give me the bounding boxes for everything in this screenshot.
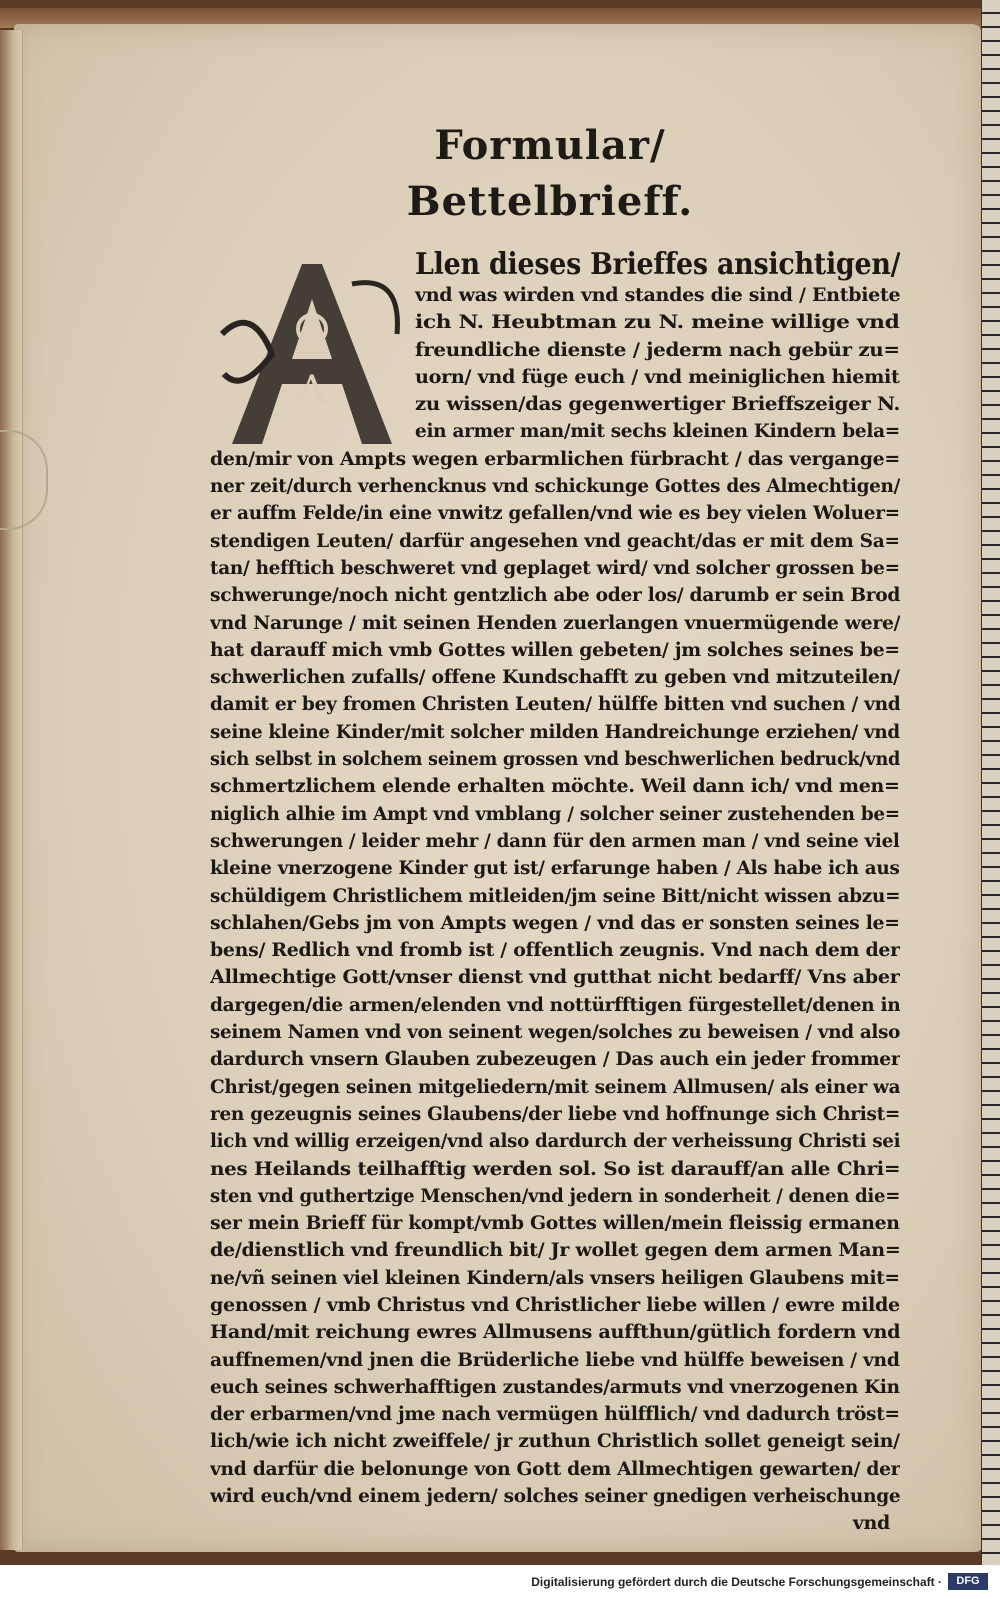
- text-line: wird euch/vnd einem jedern/ solches seiner gnedigen verheischunge: [210, 1485, 900, 1508]
- text-line: seinem Namen vnd von seinent wegen/solches zu beweisen / vnd also: [210, 1021, 900, 1044]
- text-line: kleine vnerzogene Kinder gut ist/ erfarunge haben / Als habe ich aus: [210, 857, 900, 880]
- title-block: [200, 118, 900, 230]
- text-line: sich selbst in solchem seinem grossen vnd beschwerlichen bedruck/vnd: [210, 748, 900, 771]
- initial-letter: A: [297, 368, 327, 414]
- text-line: stendigen Leuten/ darfür angesehen vnd geacht/das er mit dem Sa=: [210, 529, 900, 552]
- text-line: seine kleine Kinder/mit solcher milden Handreichunge erziehen/ vnd: [210, 720, 900, 743]
- left-page-fold: [0, 30, 23, 1550]
- text-line: ne/vñ seinen viel kleinen Kindern/als vnsers heiligen Glaubens mit=: [210, 1266, 900, 1289]
- text-line: lich vnd willig erzeigen/vnd also dardurch der verheissung Christi sei: [210, 1130, 900, 1153]
- text-line: Llen dieses Brieffes ansichtigen/: [415, 248, 900, 282]
- letter-body: [210, 248, 900, 1538]
- text-line: den/mir von Ampts wegen erbarmlichen fürbracht / das vergange=: [210, 447, 900, 470]
- text-line: bens/ Redlich vnd fromb ist / offentlich zeugnis. Vnd nach dem der: [210, 939, 900, 962]
- footer-credit: Digitalisierung gefördert durch die Deutsche Forschungsgemeinschaft ·: [531, 1575, 942, 1589]
- text-line: ner zeit/durch verhencknus vnd schickunge Gottes des Almechtigen/: [210, 475, 900, 498]
- text-line: dargegen/die armen/elenden vnd nottürfftigen fürgestellet/denen in: [210, 993, 900, 1016]
- text-line: schwerungen / leider mehr / dann für den armen man / vnd seine viel: [210, 829, 900, 852]
- text-line: freundliche dienste / jederm nach gebür zu=: [415, 338, 900, 361]
- text-line: vnd was wirden vnd standes die sind / Entbiete: [415, 284, 900, 306]
- text-line: schwerunge/noch nicht gentzlich abe oder los/ darumb er sein Brod: [210, 584, 900, 607]
- catchword: vnd: [852, 1512, 890, 1535]
- text-line: schlahen/Gebs jm von Ampts wegen / vnd das er sonsten seines le=: [210, 911, 900, 934]
- text-line: auffnemen/vnd jnen die Brüderliche liebe vnd hülffe beweisen / vnd: [210, 1348, 900, 1371]
- text-line: ser mein Brieff für kompt/vmb Gottes willen/mein fleissig ermanen: [210, 1212, 900, 1235]
- text-line: dardurch vnsern Glauben zubezeugen / Das auch ein jeder frommer: [210, 1048, 900, 1071]
- text-line: genossen / vmb Christus vnd Christlicher liebe willen / ewre milde: [210, 1293, 900, 1316]
- text-line: ich N. Heubtman zu N. meine willige vnd: [415, 311, 900, 334]
- text-line: niglich alhie im Ampt vnd vmblang / solcher seiner zustehenden be=: [210, 802, 900, 825]
- text-line: damit er bey fromen Christen Leuten/ hülffe bitten vnd suchen / vnd: [210, 693, 900, 716]
- text-line: Allmechtige Gott/vnser dienst vnd gutthat nicht bedarff/ Vns aber: [210, 966, 900, 989]
- text-line: tan/ hefftich beschweret vnd geplaget wird/ vnd solcher grossen be=: [210, 556, 900, 579]
- text-line: nes Heilands teilhafftig werden sol. So ist darauff/an alle Chri=: [210, 1157, 900, 1180]
- text-line: Christ/gegen seinen mitgeliedern/mit seinem Allmusen/ als einer wa: [210, 1075, 900, 1098]
- scan-ruler: [981, 0, 1000, 1565]
- footer-bar: [0, 1565, 1000, 1599]
- text-line: lich/wie ich nicht zweiffele/ jr zuthun Christlich sollet geneigt sein/: [210, 1430, 900, 1453]
- title-line-2: Bettelbrieff.: [406, 178, 694, 225]
- text-line: sten vnd guthertzige Menschen/vnd jedern in sonderheit / denen die=: [210, 1184, 900, 1207]
- text-line: schmertzlichem elende erhalten möchte. Weil dann ich/ vnd men=: [210, 775, 900, 798]
- text-line: ren gezeugnis seines Glaubens/der liebe vnd hoffnunge sich Christ=: [210, 1102, 900, 1125]
- title-line-1: Formular/: [434, 122, 666, 169]
- text-line: vnd Narunge / mit seinen Henden zuerlangen vnuermügende were/: [210, 611, 900, 634]
- text-line: der erbarmen/vnd jme nach vermügen hülfflich/ vnd dadurch tröst=: [210, 1403, 900, 1426]
- text-line: hat darauff mich vmb Gottes willen gebeten/ jm solches seines be=: [210, 638, 900, 661]
- text-line: er auffm Felde/in eine vnwitz gefallen/vnd wie es bey vielen Woluer=: [210, 502, 900, 525]
- dfg-logo: DFG: [948, 1573, 988, 1590]
- text-line: de/dienstlich vnd freundlich bit/ Jr wollet gegen dem armen Man=: [210, 1239, 900, 1262]
- text-line: ein armer man/mit sechs kleinen Kindern bela=: [415, 420, 900, 443]
- text-line: schüldigem Christlichem mitleiden/jm seine Bitt/nicht wissen abzu=: [210, 884, 900, 907]
- text-line: Hand/mit reichung ewres Allmusens auffthun/gütlich fordern vnd: [210, 1321, 900, 1344]
- text-line: zu wissen/das gegenwertiger Brieffszeiger N.: [415, 393, 900, 416]
- text-line: euch seines schwerhafftigen zustandes/armuts vnd vnerzogenen Kin: [210, 1375, 900, 1398]
- text-line: uorn/ vnd füge euch / vnd meiniglichen hiemit: [415, 365, 900, 388]
- text-line: schwerlichen zufalls/ offene Kundschafft zu geben vnd mitzuteilen/: [210, 666, 900, 689]
- text-line: vnd darfür die belonunge von Gott dem Allmechtigen gewarten/ der: [210, 1457, 900, 1480]
